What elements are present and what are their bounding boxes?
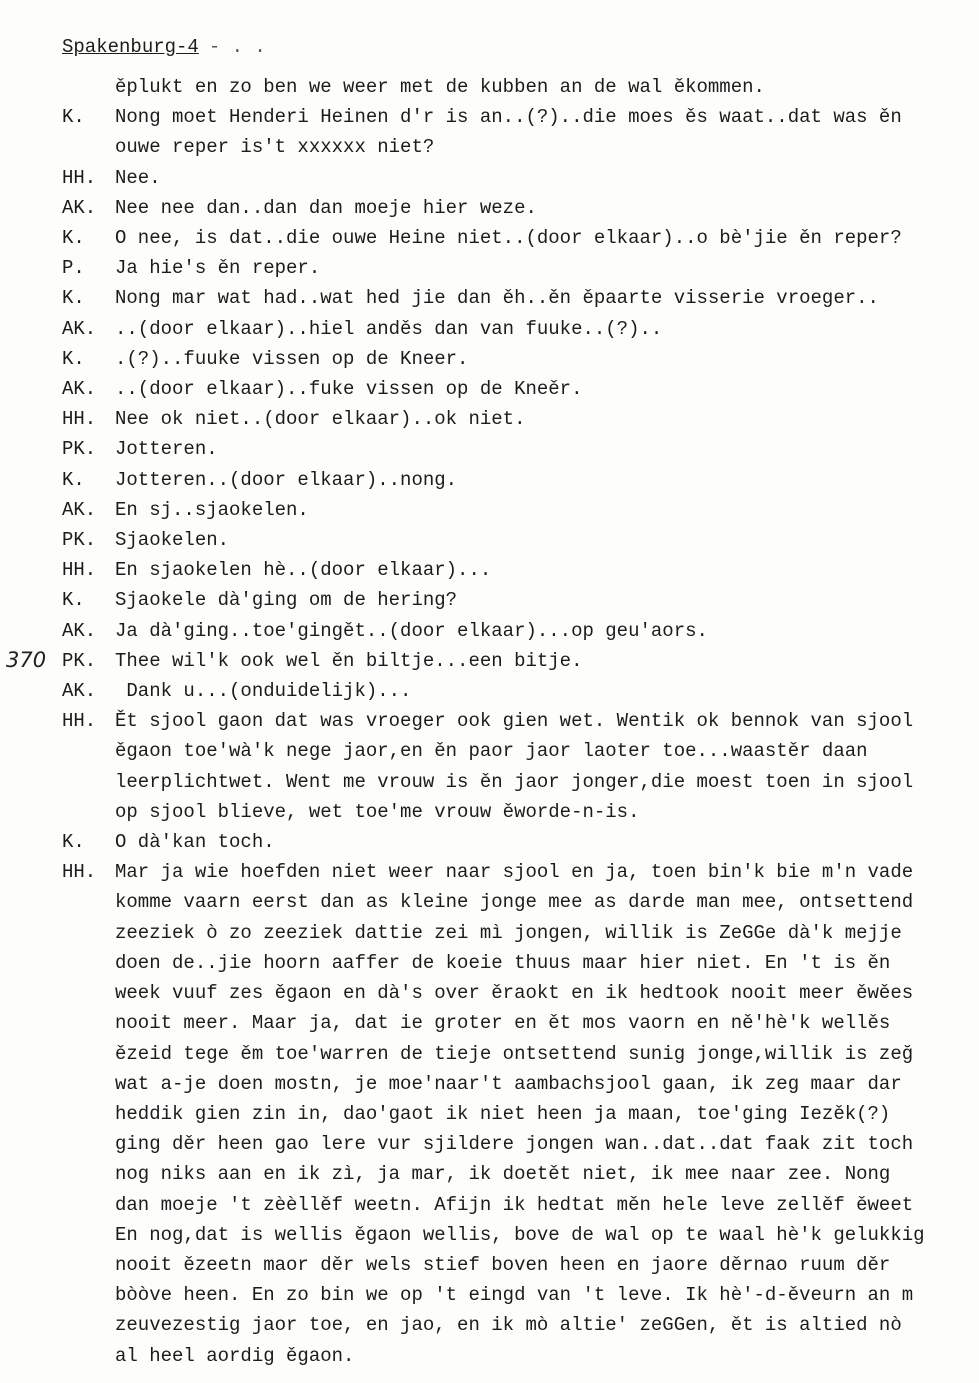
speaker-label: K. [62, 468, 85, 491]
utterance [115, 616, 974, 646]
utterance-line: Sjaokele dà'ging om de hering? [115, 589, 458, 612]
dialogue-entry [62, 585, 974, 615]
speaker-label: HH. [62, 861, 97, 884]
utterance [115, 646, 974, 676]
dialogue-entry [62, 646, 974, 676]
utterance-line: En nog,dat is wellis ěgaon wellis, bove de wal op te waal hè'k gelukkig [115, 1223, 925, 1246]
utterance-line: doen de..jie hoorn aaffer de koeie thuus maar hier niet. En 't is ěn [115, 951, 891, 974]
utterance-line: ěgaon toe'wà'k nege jaor,en ěn paor jaor laoter toe...waastěr daan [115, 740, 868, 763]
utterance [115, 374, 974, 404]
handwritten-margin-number: 370 [6, 648, 47, 672]
utterance-line: Sjaokelen. [115, 529, 230, 552]
dialogue-entry [62, 676, 974, 706]
utterance-line: Nong moet Henderi Heinen d'r is an..(?)..die moes ěs waat..dat was ěn [115, 106, 902, 129]
utterance-line: Nee. [115, 166, 161, 189]
utterance-line: Ja dà'ging..toe'gingět..(door elkaar)...op geu'aors. [115, 619, 708, 642]
speaker-label: AK. [62, 619, 97, 642]
transcript-body [62, 72, 974, 1371]
dialogue-entry [62, 404, 974, 434]
dialogue-entry [62, 374, 974, 404]
dialogue-entry [62, 253, 974, 283]
dialogue-entry [62, 344, 974, 374]
utterance [115, 525, 974, 555]
speaker-label: HH. [62, 408, 97, 431]
utterance [115, 555, 974, 585]
utterance-line: week vuuf zes ěgaon en dà's over ěraokt en ik hedtook nooit meer ěwěes [115, 982, 914, 1005]
speaker-label: PK. [62, 438, 97, 461]
utterance [115, 193, 974, 223]
utterance-line: bòòve heen. En zo bin we op 't eingd van 't leve. Ik hè'-d-ěveurn an m [115, 1284, 914, 1307]
speaker-label: K. [62, 227, 85, 250]
utterance [115, 404, 974, 434]
utterance-line: zeeziek ò zo zeeziek dattie zei mì jongen, willik is ZeGGe dà'k mejje [115, 921, 902, 944]
speaker-label: K. [62, 831, 85, 854]
utterance-line: Dank u...(onduidelijk)... [115, 680, 412, 703]
utterance-line: Jotteren. [115, 438, 218, 461]
dialogue-entry [62, 434, 974, 464]
speaker-label: K. [62, 589, 85, 612]
dialogue-entry [62, 827, 974, 857]
utterance-line: wat a-je doen mostn, je moe'naar't aambachsjool gaan, ik zeg maar dar [115, 1072, 902, 1095]
speaker-label: K. [62, 347, 85, 370]
speaker-label [62, 72, 115, 102]
dialogue-entry [62, 223, 974, 253]
utterance-line: ging děr heen gao lere vur sjildere jongen wan..dat..dat faak zit toch [115, 1133, 914, 1156]
dialogue-entry [62, 495, 974, 525]
utterance [115, 857, 974, 1370]
utterance [115, 465, 974, 495]
utterance-line: ěplukt en zo ben we weer met de kubben an de wal ěkommen. [115, 76, 765, 98]
utterance-line: ..(door elkaar)..fuke vissen op de Kneěr. [115, 378, 583, 401]
utterance-line: Thee wil'k ook wel ěn biltje...een bitje. [115, 649, 583, 672]
dialogue-entry [62, 314, 974, 344]
utterance-line: ouwe reper is't xxxxxx niet? [115, 136, 435, 159]
utterance-line: dan moeje 't zèèllěf weetn. Afijn ik hedtat měn hele leve zellěf ěweet [115, 1193, 914, 1216]
speaker-label: AK. [62, 680, 97, 703]
utterance-line: heddik gien zin in, dao'gaot ik niet heen ja maan, toe'ging Iezěk(?) [115, 1102, 891, 1125]
utterance-line: O dà'kan toch. [115, 831, 275, 854]
speaker-label: PK. [62, 649, 97, 672]
utterance-line: al heel aordig ěgaon. [115, 1344, 355, 1367]
utterance [115, 434, 974, 464]
speaker-label: AK. [62, 378, 97, 401]
dialogue-entry [62, 616, 974, 646]
utterance-line: Nong mar wat had..wat hed jie dan ěh..ěn ěpaarte visserie vroeger.. [115, 287, 879, 310]
utterance-line: nooit meer. Maar ja, dat ie groter en ět mos vaorn en ně'hè'k wellěs [115, 1012, 891, 1035]
utterance-line: Nee ok niet..(door elkaar)..ok niet. [115, 408, 526, 431]
speaker-label: AK. [62, 317, 97, 340]
speaker-label: K. [62, 287, 85, 310]
page-title: Spakenburg-4 [62, 36, 199, 58]
dialogue-entry [62, 706, 974, 827]
utterance [115, 495, 974, 525]
header-dashes: - . . [208, 36, 266, 58]
utterance-line: nooit ězeetn maor děr wels stief boven heen en jaore děrnao ruum děr [115, 1253, 891, 1276]
dialogue-entry [62, 857, 974, 1370]
dialogue-entry [62, 193, 974, 223]
utterance [115, 253, 974, 283]
speaker-label: HH. [62, 166, 97, 189]
dialogue-entry [62, 555, 974, 585]
utterance [115, 585, 974, 615]
utterance-line: Ja hie's ěn reper. [115, 257, 321, 280]
speaker-label: AK. [62, 498, 97, 521]
utterance [115, 676, 974, 706]
utterance [115, 314, 974, 344]
utterance-line: ězeid tege ěm toe'warren de tieje ontsettend sunig jonge,willik is zeğ [115, 1042, 914, 1065]
utterance [115, 223, 974, 253]
utterance-line: En sjaokelen hè..(door elkaar)... [115, 559, 492, 582]
dialogue-entry [62, 163, 974, 193]
utterance-line: En sj..sjaokelen. [115, 498, 309, 521]
dialogue-entry [62, 465, 974, 495]
utterance-line: ..(door elkaar)..hiel anděs dan van fuuke..(?).. [115, 317, 663, 340]
utterance [115, 72, 974, 102]
utterance [115, 102, 974, 162]
utterance [115, 163, 974, 193]
speaker-label: HH. [62, 559, 97, 582]
speaker-label: HH. [62, 710, 97, 733]
utterance-line: op sjool blieve, wet toe'me vrouw ěworde-n-is. [115, 800, 640, 823]
page-header [62, 36, 266, 58]
utterance-line: Mar ja wie hoefden niet weer naar sjool en ja, toen bin'k bie m'n vade [115, 861, 914, 884]
utterance [115, 706, 974, 827]
utterance-line: komme vaarn eerst dan as kleine jonge mee as darde man mee, ontsettend [115, 891, 914, 914]
dialogue-entry [62, 102, 974, 162]
utterance-line: nog niks aan en ik zì, ja mar, ik doetět niet, ik mee naar zee. Nong [115, 1163, 891, 1186]
speaker-label: P. [62, 257, 85, 280]
speaker-label: PK. [62, 529, 97, 552]
utterance-line: Jotteren..(door elkaar)..nong. [115, 468, 458, 491]
utterance [115, 344, 974, 374]
dialogue-entry [62, 72, 974, 102]
dialogue-entry [62, 525, 974, 555]
speaker-label: AK. [62, 196, 97, 219]
utterance-line: Nee nee dan..dan dan moeje hier weze. [115, 196, 537, 219]
utterance-line: .(?)..fuuke vissen op de Kneer. [115, 347, 469, 370]
utterance [115, 283, 974, 313]
utterance-line: O nee, is dat..die ouwe Heine niet..(door elkaar)..o bè'jie ěn reper? [115, 227, 902, 250]
speaker-label: K. [62, 106, 85, 129]
utterance-line: Ět sjool gaon dat was vroeger ook gien wet. Wentik ok bennok van sjool [115, 710, 914, 733]
utterance-line: leerplichtwet. Went me vrouw is ěn jaor jonger,die moest toen in sjool [115, 770, 914, 793]
utterance [115, 827, 974, 857]
dialogue-entry [62, 283, 974, 313]
utterance-line: zeuvezestig jaor toe, en jao, en ik mò altie' zeGGen, ět is altied nò [115, 1314, 902, 1337]
